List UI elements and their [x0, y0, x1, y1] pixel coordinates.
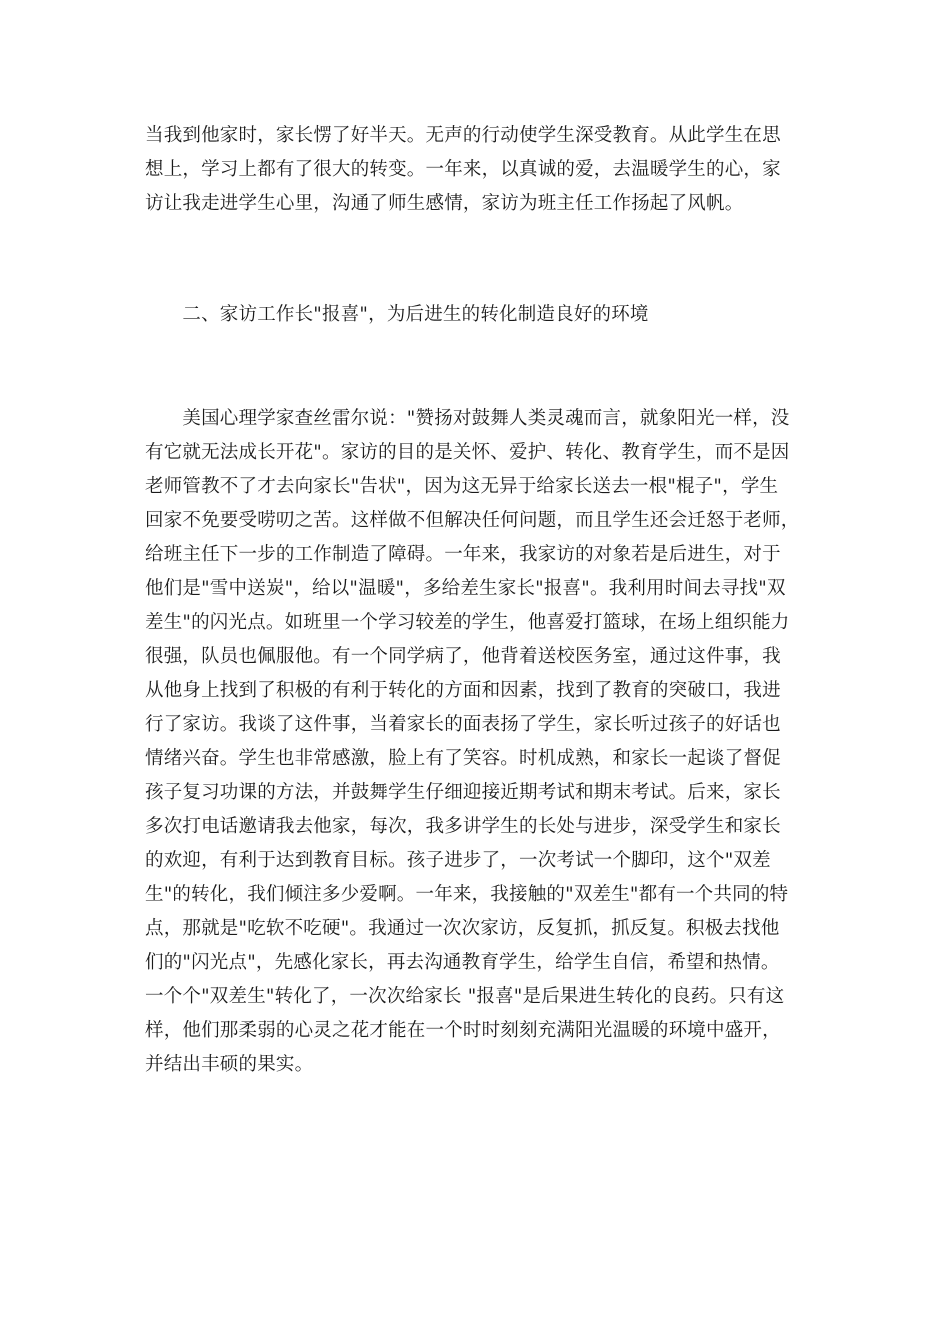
- paragraph-line: 从他身上找到了积极的有利于转化的方面和因素，找到了教育的突破口，我进: [145, 680, 781, 701]
- paragraph-line: 想上，学习上都有了很大的转变。一年来，以真诚的爱，去温暖学生的心，家: [145, 159, 781, 180]
- paragraph-line: 们的"闪光点"，先感化家长，再去沟通教育学生，给学生自信，希望和热情。: [145, 952, 780, 973]
- paragraph-line: 有它就无法成长开花"。家访的目的是关怀、爱护、转化、教育学生，而不是因: [145, 442, 790, 463]
- paragraph-line: 当我到他家时，家长愣了好半天。无声的行动使学生深受教育。从此学生在思: [145, 125, 781, 146]
- paragraph-line: 点，那就是"吃软不吃硬"。我通过一次次家访，反复抓，抓反复。积极去找他: [145, 918, 780, 939]
- paragraph-line: 给班主任下一步的工作制造了障碍。一年来，我家访的对象若是后进生，对于: [145, 544, 781, 565]
- section-heading: [145, 298, 805, 332]
- paragraph-line: 访让我走进学生心里，沟通了师生感情，家访为班主任工作扬起了风帆。: [145, 193, 744, 214]
- paragraph-line: 一个个"双差生"转化了，一次次给家长 "报喜"是后果进生转化的良药。只有这: [145, 986, 785, 1007]
- paragraph-line: 回家不免要受唠叨之苦。这样做不但解决任何问题，而且学生还会迁怒于老师，: [145, 510, 800, 531]
- paragraph-line: 多次打电话邀请我去他家，每次，我多讲学生的长处与进步，深受学生和家长: [145, 816, 781, 837]
- paragraph-line: 他们是"雪中送炭"，给以"温暖"，多给差生家长"报喜"。我利用时间去寻找"双: [145, 578, 786, 599]
- paragraph-line: 生"的转化，我们倾注多少爱啊。一年来，我接触的"双差生"都有一个共同的特: [145, 884, 789, 905]
- paragraph-line: 行了家访。我谈了这件事，当着家长的面表扬了学生，家长听过孩子的好话也: [145, 714, 781, 735]
- paragraph-line: 并结出丰硕的果实。: [145, 1054, 314, 1075]
- paragraph-line: 情绪兴奋。学生也非常感激，脸上有了笑容。时机成熟，和家长一起谈了督促: [145, 748, 781, 769]
- paragraph-line: 很强，队员也佩服他。有一个同学病了，他背着送校医务室，通过这件事，我: [145, 646, 781, 667]
- paragraph-2: [145, 402, 805, 1082]
- paragraph-line: 差生"的闪光点。如班里一个学习较差的学生，他喜爱打篮球，在场上组织能力: [145, 612, 790, 633]
- paragraph-1: [145, 119, 805, 221]
- paragraph-line: 美国心理学家查丝雷尔说："赞扬对鼓舞人类灵魂而言，就象阳光一样，没: [145, 408, 790, 429]
- section-heading-text: 二、家访工作长"报喜"，为后进生的转化制造良好的环境: [145, 304, 649, 325]
- paragraph-line: 样，他们那柔弱的心灵之花才能在一个时时刻刻充满阳光温暖的环境中盛开，: [145, 1020, 781, 1041]
- paragraph-line: 的欢迎，有利于达到教育目标。孩子进步了，一次考试一个脚印，这个"双差: [145, 850, 771, 871]
- paragraph-line: 孩子复习功课的方法，并鼓舞学生仔细迎接近期考试和期末考试。后来，家长: [145, 782, 781, 803]
- paragraph-line: 老师管教不了才去向家长"告状"，因为这无异于给家长送去一根"棍子"，学生: [145, 476, 779, 497]
